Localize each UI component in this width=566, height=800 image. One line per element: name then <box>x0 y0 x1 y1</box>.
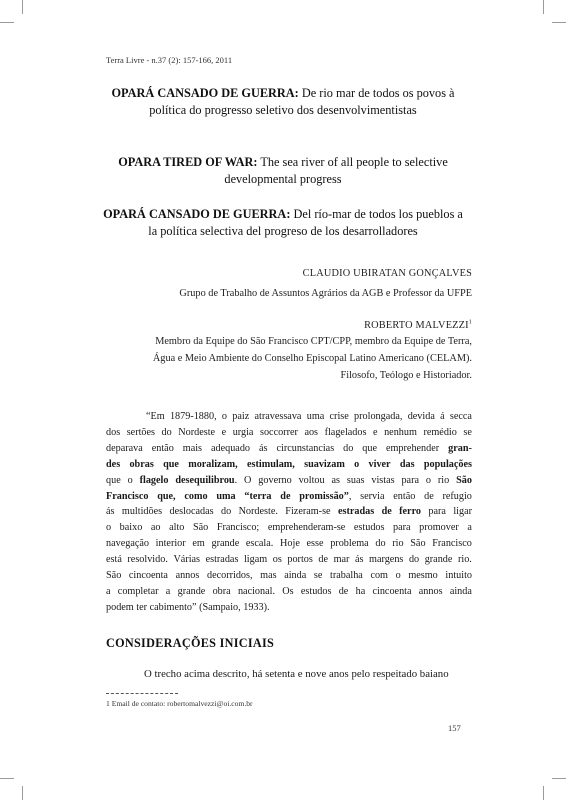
quote-word: (Sampaio, <box>199 601 241 613</box>
author-affiliation: Grupo de Trabalho de Assuntos Agrários da AGB e Professor da UFPE <box>179 288 472 299</box>
quote-word: annos <box>175 570 200 582</box>
quote-word: crise <box>329 411 349 422</box>
quote-word: nacional. <box>237 585 276 597</box>
quote-word: rio <box>392 538 404 550</box>
quote-word: ás <box>106 506 115 518</box>
quote-word: São <box>410 538 426 550</box>
quote-word: cabimento” <box>149 601 197 613</box>
quote-word: gran- <box>448 442 472 454</box>
quote-word: desequilibrou. <box>175 474 238 486</box>
quote-word: dos <box>106 426 121 438</box>
quote-word: ás <box>259 442 268 454</box>
quote-word: Francisco <box>432 538 472 550</box>
title-english <box>100 154 466 188</box>
title-pt-bold: OPARÁ CANSADO DE GUERRA: <box>111 86 299 100</box>
quote-word: ao <box>150 522 161 534</box>
crop-mark <box>552 22 566 23</box>
quote-word: mais <box>182 442 203 454</box>
quote-word: problema <box>330 538 369 550</box>
quote-word: do <box>221 506 232 518</box>
quote-word: São <box>106 570 122 582</box>
quote-word: urgia <box>232 426 254 438</box>
quote-word: Nordeste. <box>238 506 278 518</box>
quote-line <box>106 441 472 457</box>
crop-mark <box>0 778 14 779</box>
author-name <box>364 317 472 334</box>
quote-word: o <box>127 474 133 486</box>
quote-word: ligam <box>243 554 268 566</box>
quote-word: como <box>184 490 208 502</box>
quote-word: promover <box>419 522 459 534</box>
quote-word: estimulam, <box>247 458 295 470</box>
quote-word: estudos <box>353 522 385 534</box>
quote-word: baixo <box>119 522 143 534</box>
quote-word: uma <box>216 490 236 502</box>
section-heading: CONSIDERAÇÕES INICIAIS <box>106 636 275 650</box>
quote-word: se <box>463 426 472 438</box>
quote-word: está <box>106 554 122 566</box>
quote-line <box>106 457 472 473</box>
quote-word: estradas <box>337 506 375 518</box>
quote-word: completar <box>117 585 159 597</box>
quote-word: o <box>106 522 112 534</box>
quote-word: “terra <box>244 490 272 502</box>
journal-reference: Terra Livre - n.37 (2): 157-166, 2011 <box>106 55 233 65</box>
affiliation-line: Membro da Equipe do São Francisco CPT/CPP, membro da Equipe de Terra, <box>155 336 472 347</box>
quote-line <box>106 600 472 616</box>
quote-word: flagelo <box>139 474 169 486</box>
quote-word: 1879-1880, <box>169 411 217 422</box>
quote-line <box>106 552 472 568</box>
quote-word: deslocadas <box>169 506 214 518</box>
quote-word: alto <box>169 522 185 534</box>
quote-word: intuito <box>445 570 472 582</box>
quote-line <box>106 584 472 600</box>
author-name-text: ROBERTO MALVEZZI <box>364 320 469 331</box>
quote-word: que <box>163 458 179 470</box>
quote-word: para <box>428 506 446 518</box>
quote-word: suas <box>346 474 365 486</box>
quote-word: circunstancias <box>276 442 335 454</box>
quote-word: mas <box>260 570 277 582</box>
author-affiliation <box>102 333 472 384</box>
quote-line <box>106 504 472 520</box>
quote-word: que <box>362 442 378 454</box>
quote-word: então <box>151 442 174 454</box>
footnote-rule <box>106 693 178 694</box>
page-number: 157 <box>448 723 461 733</box>
quote-word: que, <box>157 490 176 502</box>
title-pt-rest: De rio mar de todos os povos à política do progresso seletivo dos desenvolvimentistas <box>149 86 455 117</box>
footnote-marker: 1 <box>468 319 472 326</box>
quote-word: então <box>393 490 416 502</box>
quote-line <box>106 489 472 505</box>
author-name: CLAUDIO UBIRATAN GONÇALVES <box>302 268 472 279</box>
quote-word: o <box>425 474 431 486</box>
quote-word: emprehenderam-se <box>267 522 346 534</box>
quote-word: mar <box>333 554 350 566</box>
quote-word: ferro <box>399 506 422 518</box>
quote-word: decorridos, <box>206 570 253 582</box>
quote-word: a <box>165 585 171 597</box>
title-spanish <box>100 206 466 240</box>
quote-word: de <box>424 490 434 502</box>
quote-word: do <box>408 554 420 566</box>
quote-word: Francisco; <box>216 522 260 534</box>
quote-word: atravessava <box>254 411 302 422</box>
quote-word: esse <box>306 538 324 550</box>
quote-word: aos <box>304 426 319 438</box>
quote-word: São <box>456 474 472 486</box>
quote-word: adequado <box>210 442 251 454</box>
affiliation-line: Água e Meio Ambiente do Conselho Episcopal Latino Americano (CELAM). <box>152 353 472 364</box>
quote-word: á <box>440 411 445 422</box>
quote-word: margens <box>369 554 404 566</box>
quote-word: o <box>354 458 360 470</box>
quote-word: des <box>106 458 121 470</box>
quote-word: flagelados <box>324 426 367 438</box>
quote-word: estudos <box>300 585 332 597</box>
quote-line <box>106 520 472 536</box>
quote-word: grande <box>177 585 206 597</box>
quote-word: as <box>331 474 341 486</box>
quote-word: rio. <box>457 554 472 566</box>
affiliation-line: Filosofo, Teólogo e Historiador. <box>340 370 472 381</box>
quote-word: paiz <box>232 411 250 422</box>
quote-line <box>106 473 472 489</box>
quote-word: para <box>393 522 411 534</box>
quote-word: prolongada, <box>354 411 403 422</box>
quote-word: devida <box>407 411 435 422</box>
quote-line <box>106 568 472 584</box>
crop-mark <box>543 786 544 800</box>
quote-word: com <box>370 570 388 582</box>
quote-word: ainda <box>449 585 472 597</box>
crop-mark <box>22 786 23 800</box>
quote-word: interior <box>155 538 186 550</box>
quote-word: do <box>375 538 386 550</box>
quote-word: o <box>221 411 227 422</box>
quote-word: resolvido. <box>127 554 168 566</box>
footnote: 1 Email de contato: robertomalvezzi@oi.com.br <box>106 699 253 708</box>
quote-word: ligar <box>453 506 472 518</box>
quote-word: refugio <box>442 490 472 502</box>
quote-word: governo <box>258 474 292 486</box>
quote-word: soccorrer <box>259 426 298 438</box>
quote-word: de <box>381 506 392 518</box>
quote-word: a <box>467 522 472 534</box>
quote-word: para <box>401 474 419 486</box>
quote-word: Os <box>282 585 294 597</box>
quote-word: cincoenta <box>372 585 412 597</box>
title-en-rest: The sea river of all people to selective developmental progress <box>224 155 448 186</box>
quote-word: Fizeram-se <box>285 506 331 518</box>
quote-word: obra <box>212 585 231 597</box>
quote-word: multidões <box>121 506 163 518</box>
quote-word: portos <box>287 554 313 566</box>
crop-mark <box>22 0 23 14</box>
quote-word: sertões <box>126 426 155 438</box>
quote-word: annos <box>418 585 443 597</box>
quote-word: o <box>395 570 401 582</box>
title-portuguese <box>100 85 466 119</box>
quote-word: Francisco <box>106 490 149 502</box>
quote-word: grande <box>424 554 453 566</box>
quote-word: suavizam <box>304 458 345 470</box>
quote-word: podem <box>106 601 134 613</box>
quote-word: emprehender <box>385 442 440 454</box>
quote-word: São <box>192 522 209 534</box>
quote-word: obras <box>129 458 154 470</box>
quote-word: servia <box>360 490 385 502</box>
quote-word: se <box>313 570 323 582</box>
quote-word: promissão”, <box>299 490 352 502</box>
quote-word: das <box>399 458 415 470</box>
quote-word: de <box>318 554 329 566</box>
crop-mark <box>543 0 544 14</box>
quote-word: rio <box>437 474 450 486</box>
body-paragraph: O trecho acima descrito, há setenta e nove anos pelo respeitado baiano <box>144 668 449 680</box>
quote-word: voltou <box>298 474 325 486</box>
quote-word: O <box>244 474 252 486</box>
quote-word: navegação <box>106 538 149 550</box>
quote-word: a <box>106 585 111 597</box>
quote-word: remédio <box>423 426 457 438</box>
title-en-bold: OPARA TIRED OF WAR: <box>118 155 258 169</box>
quote-word: que <box>106 474 121 486</box>
quote-word: uma <box>306 411 325 422</box>
title-es-bold: OPARÁ CANSADO DE GUERRA: <box>103 207 291 221</box>
quote-word: viver <box>368 458 391 470</box>
quote-word: Nordeste <box>178 426 216 438</box>
quote-word: estradas <box>205 554 239 566</box>
quote-word: mesmo <box>408 570 438 582</box>
quote-word: moralizam, <box>188 458 238 470</box>
quote-word: 1933). <box>243 601 270 613</box>
epigraph-quote <box>106 409 472 616</box>
quote-word: ainda <box>284 570 307 582</box>
quote-word: nenhum <box>384 426 417 438</box>
quote-word: de <box>280 490 291 502</box>
quote-line <box>106 425 472 441</box>
quote-word: ás <box>354 554 364 566</box>
quote-word: os <box>272 554 282 566</box>
crop-mark <box>552 778 566 779</box>
quote-word: Várias <box>173 554 201 566</box>
quote-word: e <box>373 426 378 438</box>
quote-word: de <box>338 585 349 597</box>
quote-line <box>106 409 472 425</box>
quote-word: vistas <box>371 474 395 486</box>
quote-word: “Em <box>146 411 165 422</box>
quote-word: trabalha <box>330 570 363 582</box>
quote-word: Hoje <box>280 538 300 550</box>
quote-word: ha <box>355 585 366 597</box>
quote-word: populações <box>423 458 472 470</box>
quote-word: e <box>221 426 227 438</box>
quote-line <box>106 536 472 552</box>
title-es-rest: Del río-mar de todos los pueblos a la política selectiva del progreso de los desarrolladores <box>148 207 463 238</box>
quote-word: secca <box>449 411 472 422</box>
quote-word: do <box>161 426 172 438</box>
crop-mark <box>0 22 14 23</box>
quote-word: ter <box>136 601 148 613</box>
quote-word: em <box>192 538 205 550</box>
quote-word: deparava <box>106 442 143 454</box>
quote-word: escala. <box>245 538 274 550</box>
quote-word: cincoenta <box>128 570 168 582</box>
quote-word: grande <box>211 538 240 550</box>
quote-word: do <box>343 442 354 454</box>
